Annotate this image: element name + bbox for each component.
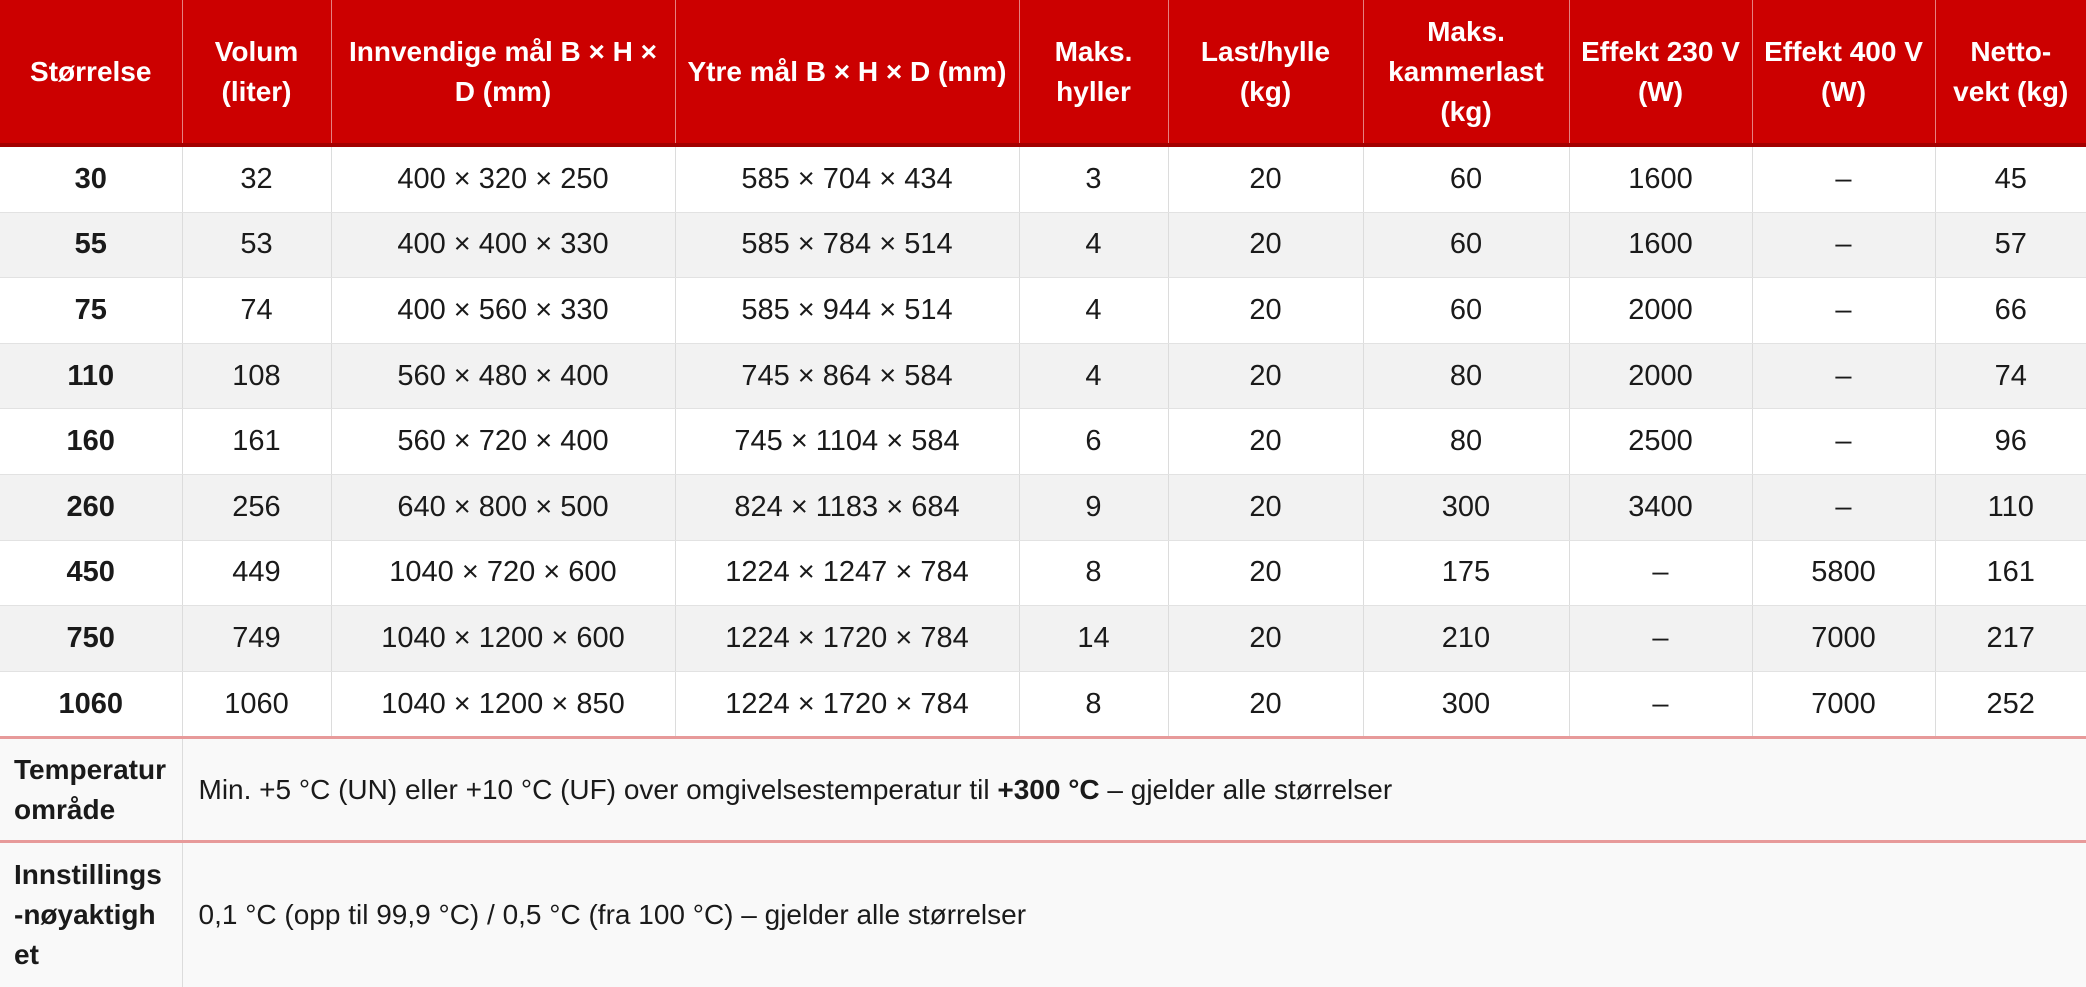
cell-net-weight: 252 [1935,671,2086,738]
temperature-range-text-end: – gjelder alle størrelser [1099,773,1393,805]
cell-inner-dimensions: 560 × 480 × 400 [331,343,675,409]
cell-inner-dimensions: 1040 × 1200 × 850 [331,671,675,738]
cell-power-400v: – [1752,212,1935,278]
temperature-range-value [182,738,2086,842]
table-row [0,671,2086,738]
cell-power-400v: – [1752,409,1935,475]
cell-outer-dimensions: 1224 × 1720 × 784 [675,671,1019,738]
header-max-chamber-load: Maks. kammerlast (kg) [1363,0,1569,145]
table-row [0,278,2086,344]
cell-volume: 449 [182,540,331,606]
cell-size: 75 [0,278,182,344]
cell-max-chamber-load: 60 [1363,212,1569,278]
cell-load-per-shelf: 20 [1168,409,1363,475]
cell-power-400v: – [1752,343,1935,409]
cell-max-shelves: 4 [1019,278,1168,344]
cell-net-weight: 57 [1935,212,2086,278]
cell-inner-dimensions: 640 × 800 × 500 [331,474,675,540]
table-header [0,0,2086,145]
cell-net-weight: 96 [1935,409,2086,475]
cell-load-per-shelf: 20 [1168,343,1363,409]
cell-size: 160 [0,409,182,475]
cell-power-400v: – [1752,145,1935,212]
table-row [0,606,2086,672]
table-row [0,343,2086,409]
cell-max-chamber-load: 60 [1363,145,1569,212]
cell-net-weight: 74 [1935,343,2086,409]
temperature-range-max: +300 °C [997,773,1100,805]
cell-max-shelves: 4 [1019,343,1168,409]
cell-outer-dimensions: 585 × 704 × 434 [675,145,1019,212]
header-size: Størrelse [0,0,182,145]
cell-max-chamber-load: 60 [1363,278,1569,344]
cell-load-per-shelf: 20 [1168,606,1363,672]
cell-volume: 53 [182,212,331,278]
header-net-weight: Netto-vekt (kg) [1935,0,2086,145]
cell-power-230v: 2500 [1569,409,1752,475]
cell-size: 750 [0,606,182,672]
cell-inner-dimensions: 1040 × 1200 × 600 [331,606,675,672]
table-row [0,409,2086,475]
header-max-shelves: Maks. hyller [1019,0,1168,145]
cell-max-chamber-load: 175 [1363,540,1569,606]
cell-inner-dimensions: 400 × 560 × 330 [331,278,675,344]
cell-max-shelves: 9 [1019,474,1168,540]
cell-load-per-shelf: 20 [1168,145,1363,212]
cell-volume: 256 [182,474,331,540]
cell-power-400v: 7000 [1752,606,1935,672]
cell-net-weight: 161 [1935,540,2086,606]
cell-max-shelves: 4 [1019,212,1168,278]
cell-power-230v: 2000 [1569,278,1752,344]
setting-accuracy-row [0,842,2086,987]
header-power-230v: Effekt 230 V (W) [1569,0,1752,145]
cell-max-shelves: 3 [1019,145,1168,212]
cell-outer-dimensions: 585 × 784 × 514 [675,212,1019,278]
cell-max-chamber-load: 300 [1363,474,1569,540]
cell-volume: 749 [182,606,331,672]
cell-size: 30 [0,145,182,212]
cell-outer-dimensions: 745 × 864 × 584 [675,343,1019,409]
setting-accuracy-label: Innstillings-nøyaktighet [0,842,182,987]
cell-max-shelves: 6 [1019,409,1168,475]
cell-volume: 32 [182,145,331,212]
cell-power-230v: 1600 [1569,145,1752,212]
cell-inner-dimensions: 400 × 320 × 250 [331,145,675,212]
cell-power-400v: – [1752,278,1935,344]
temperature-range-label: Temperaturområde [0,738,182,842]
setting-accuracy-value: 0,1 °C (opp til 99,9 °C) / 0,5 °C (fra 100 °C) – gjelder alle størrelser [182,842,2086,987]
table-row [0,145,2086,212]
cell-size: 110 [0,343,182,409]
cell-max-chamber-load: 300 [1363,671,1569,738]
cell-outer-dimensions: 585 × 944 × 514 [675,278,1019,344]
cell-load-per-shelf: 20 [1168,540,1363,606]
header-inner-dimensions: Innvendige mål B × H × D (mm) [331,0,675,145]
table-row [0,212,2086,278]
cell-power-400v: 5800 [1752,540,1935,606]
header-power-400v: Effekt 400 V (W) [1752,0,1935,145]
table-notes [0,738,2086,987]
header-outer-dimensions: Ytre mål B × H × D (mm) [675,0,1019,145]
cell-size: 450 [0,540,182,606]
cell-power-230v: 2000 [1569,343,1752,409]
cell-max-shelves: 8 [1019,540,1168,606]
cell-net-weight: 110 [1935,474,2086,540]
cell-power-230v: – [1569,606,1752,672]
cell-load-per-shelf: 20 [1168,671,1363,738]
cell-net-weight: 66 [1935,278,2086,344]
cell-load-per-shelf: 20 [1168,212,1363,278]
table-body [0,145,2086,738]
cell-max-chamber-load: 210 [1363,606,1569,672]
cell-outer-dimensions: 1224 × 1720 × 784 [675,606,1019,672]
cell-load-per-shelf: 20 [1168,474,1363,540]
cell-power-230v: 1600 [1569,212,1752,278]
cell-size: 260 [0,474,182,540]
cell-power-400v: 7000 [1752,671,1935,738]
table-row [0,474,2086,540]
header-load-per-shelf: Last/hylle (kg) [1168,0,1363,145]
cell-max-shelves: 14 [1019,606,1168,672]
cell-size: 1060 [0,671,182,738]
cell-size: 55 [0,212,182,278]
temperature-range-text-start: Min. +5 °C (UN) eller +10 °C (UF) over omgivelsestemperatur til [198,773,998,805]
cell-power-400v: – [1752,474,1935,540]
cell-volume: 74 [182,278,331,344]
cell-outer-dimensions: 824 × 1183 × 684 [675,474,1019,540]
header-volume: Volum (liter) [182,0,331,145]
cell-volume: 161 [182,409,331,475]
cell-net-weight: 217 [1935,606,2086,672]
temperature-range-row [0,738,2086,842]
cell-max-chamber-load: 80 [1363,343,1569,409]
cell-max-shelves: 8 [1019,671,1168,738]
cell-inner-dimensions: 1040 × 720 × 600 [331,540,675,606]
cell-power-230v: – [1569,671,1752,738]
header-row [0,0,2086,145]
cell-power-230v: – [1569,540,1752,606]
cell-outer-dimensions: 745 × 1104 × 584 [675,409,1019,475]
cell-outer-dimensions: 1224 × 1247 × 784 [675,540,1019,606]
cell-max-chamber-load: 80 [1363,409,1569,475]
cell-inner-dimensions: 400 × 400 × 330 [331,212,675,278]
cell-load-per-shelf: 20 [1168,278,1363,344]
cell-volume: 1060 [182,671,331,738]
cell-power-230v: 3400 [1569,474,1752,540]
cell-inner-dimensions: 560 × 720 × 400 [331,409,675,475]
table-row [0,540,2086,606]
cell-volume: 108 [182,343,331,409]
cell-net-weight: 45 [1935,145,2086,212]
